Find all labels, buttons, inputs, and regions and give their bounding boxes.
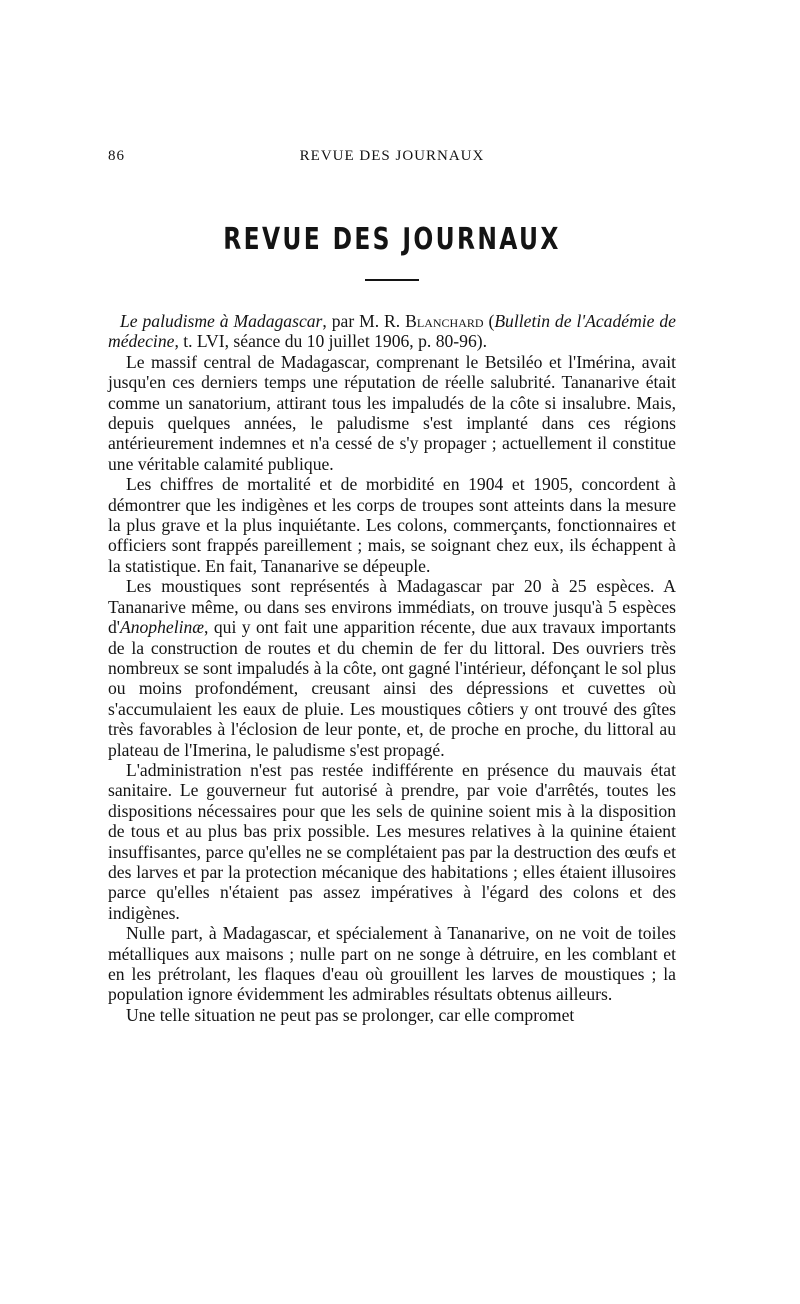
- paragraph: Le massif central de Madagascar, comprenant le Betsiléo et l'Imérina, avait jusqu'en ces derniers temps une réputation de réelle salubrité. Tananarive était comme un sanatorium, attirant tous les impaludés de la côte si insalubre. Mais, depuis quelques années, le paludisme s'est implanté dans ces régions antérieurement indemnes et n'a cessé de s'y propager ; actuellement il constitue une véritable calamité publique.: [108, 351, 676, 474]
- running-head: [108, 148, 676, 170]
- journal-name: Bulletin de l'Académie de médecine: [108, 311, 676, 352]
- article-title: Le paludisme à Madagascar: [120, 311, 323, 331]
- species-name: Anophelinæ: [119, 617, 205, 638]
- citation-open-paren: (: [483, 311, 495, 331]
- citation-details: , t. LVI, séance du 10 juillet 1906, p. 80-96).: [174, 331, 488, 352]
- section-heading: REVUE DES JOURNAUX: [223, 222, 561, 257]
- citation-paragraph: [108, 311, 676, 352]
- paragraph: Nulle part, à Madagascar, et spécialement à Tananarive, on ne voit de toiles métalliques aux maisons ; nulle part on ne songe à détruire, en les comblant et en les prétrolant, les flaques d'eau où grouillent les larves de moustiques ; la population ignore évidemment les admirables résultats obtenus ailleurs.: [108, 923, 676, 1005]
- journal-page: [108, 148, 676, 1025]
- running-title: REVUE DES JOURNAUX: [299, 148, 485, 164]
- citation-by: , par M. R.: [322, 311, 406, 331]
- paragraph: Les chiffres de mortalité et de morbidité en 1904 et 1905, concordent à démontrer que les indigènes et les corps de troupes sont atteints dans la mesure la plus grave et la plus inquiétante. Les colons, commerçants, fonctionnaires et officiers sont frappés pareillement ; mais, se soignant chez eux, ils échappent à la statistique. En fait, Tananarive se dépeuple.: [108, 474, 676, 576]
- paragraph: L'administration n'est pas restée indifférente en présence du mauvais état sanitaire. Le gouverneur fut autorisé à prendre, par voie d'arrêtés, toutes les dispositions nécessaires pour que les sels de quinine soient mis à la disposition de tous et au plus bas prix possible. Les mesures relatives à la quinine étaient insuffisantes, parce qu'elles ne se complétaient pas par la destruction des œufs et des larves et par la protection mécanique des habitations ; elles étaient illusoires parce qu'elles n'étaient pas assez impératives à l'égard des colons et des indigènes.: [108, 759, 676, 923]
- page-number: 86: [108, 148, 125, 164]
- heading-rule: [365, 279, 419, 281]
- paragraph: Une telle situation ne peut pas se prolonger, car elle compromet: [126, 1004, 575, 1025]
- article-body: [108, 311, 676, 1025]
- mosquito-text-before: Les moustiques sont représentés à Madagascar par 20 à 25 espèces. A Tananarive même, ou dans ses environs immédiats, on trouve jusqu'à 5 espèces d': [108, 576, 676, 638]
- mosquito-text-after: , qui y ont fait une apparition récente, due aux travaux importants de la construction de routes et du chemin de fer du littoral. Des ouvriers très nombreux se sont impaludés à la côte, ont gagné l'intérieur, défonçant le sol plus ou moins profondément, creusant ainsi des dépressions et cuvettes où s'accumulaient les eaux de pluie. Les moustiques côtiers y ont trouvé des gîtes très favorables à l'éclosion de leur ponte, et, de proche en proche, du littoral au plateau de l'Imerina, le paludisme s'est propagé.: [108, 617, 676, 760]
- author-name: Blanchard: [405, 311, 484, 331]
- mosquito-paragraph: [108, 576, 676, 760]
